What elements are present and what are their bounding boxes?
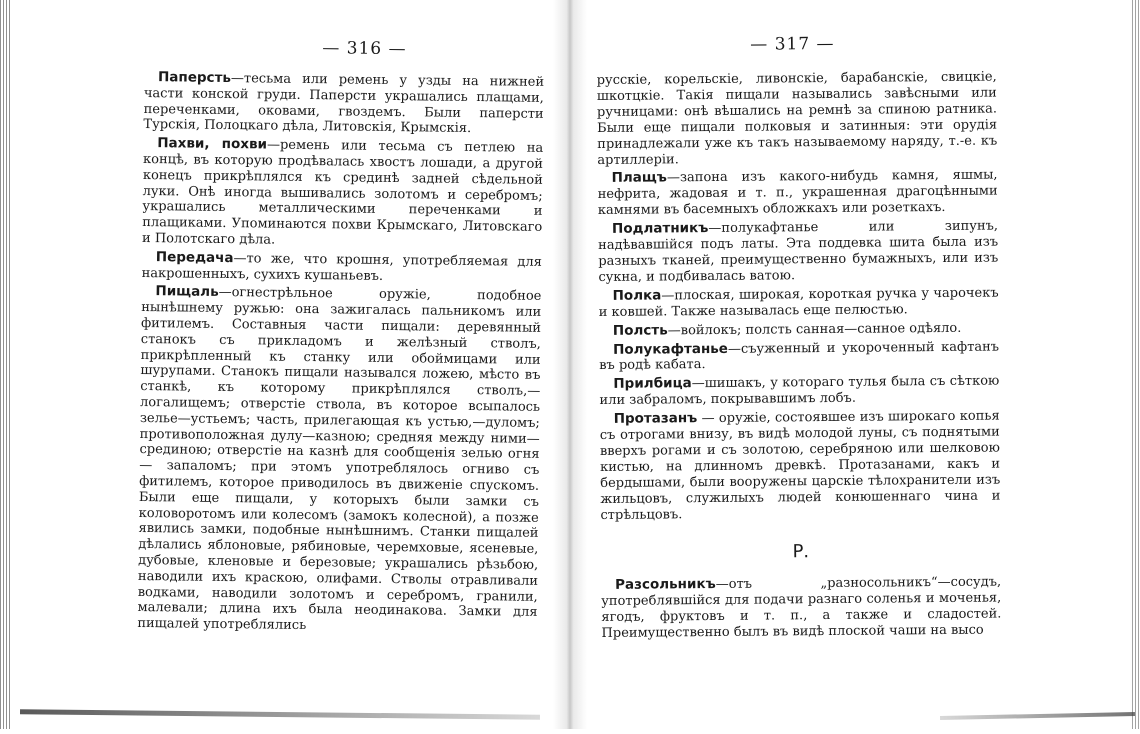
dictionary-entry	[601, 575, 1002, 642]
right-page-edges	[1130, 0, 1140, 729]
entry-definition: —полукафтанье или зипунъ, надѣвавшійся подъ латы. Эта поддевка шита была изъ разныхъ тканей, преимущественно бумажныхъ, или изъ сукна, и подбивалась ватою.	[598, 218, 999, 285]
entry-definition: —съуженный и укороченный кафтанъ въ родѣ кабата.	[599, 338, 1000, 374]
dictionary-entry	[597, 168, 997, 219]
entry-definition: —плоская, широкая, короткая ручка у чарочекъ и ковшей. Также называлась еще пелюстью.	[598, 285, 999, 320]
entry-term: Разсольникъ	[615, 576, 716, 594]
entry-definition: —войлокъ; полсть санная—санное одѣяло.	[667, 320, 962, 338]
page-text	[597, 70, 1002, 646]
dictionary-entry	[137, 284, 541, 636]
dictionary-entry	[599, 320, 999, 339]
dictionary-entry	[599, 374, 999, 409]
entry-term: Подлатникъ	[611, 220, 709, 238]
entry-term: Плащъ	[611, 169, 667, 187]
entry-definition: —тесьма или ремень у узды на нижней части конской груди. Паперсти украшались плащами, переченками, оковами, гвоздемъ. Были паперсти Турскія, Полоцкаго дѣла, Литовскія, Крымскія.	[143, 71, 545, 137]
dictionary-entry	[600, 409, 1001, 524]
dictionary-entry	[142, 250, 542, 286]
section-letter-heading: Р.	[792, 541, 810, 563]
page-number: — 316 —	[322, 38, 407, 60]
dictionary-entry	[598, 219, 999, 286]
dictionary-entry	[599, 339, 999, 374]
entry-term: Пищаль	[155, 283, 219, 301]
entry-term: Прилбица	[613, 375, 692, 393]
right-page	[596, 0, 1002, 729]
entry-definition: — оружіе, состоявшее изъ широкаго копья съ отрогами внизу, въ видѣ молодой луны, съ поднятыми вверхъ рогами и съ золотою, серебряною или шелковою кистью, на длинномъ древкѣ. Протазанами, какъ и бердышами, были вооружены царскіе тѣлохранители изъ жильцовъ, служилыхъ людей конюшеннаго чина и стрѣльцовъ.	[599, 408, 1001, 523]
left-page-edges	[0, 0, 12, 729]
continued-paragraph: русскіе, корельскіе, ливонскіе, барабанскіе, свицкіе, шкотцкіе. Такія пищали назывались завѣсными или ручницами: онѣ вѣшались на ремнѣ за спиною ратника. Были еще пищали полковыя и затинныя: эти орудія принадлежали уже къ такъ называемому наряду, т.-е. къ артиллеріи.	[596, 69, 998, 168]
entry-definition: —то же, что крошня, употребляемая для накрошенныхъ, сухихъ кушаньевъ.	[141, 250, 542, 284]
book-gutter	[553, 0, 587, 729]
entry-definition: —запона изъ какого-нибудь камня, яшмы, нефрита, жадовая и т. п., украшенная драгоцѣнными камнями въ басемныхъ обложкахъ или розеткахъ.	[597, 167, 998, 219]
entry-definition: —огнестрѣльное оружіе, подобное нынѣшнему ружью: она зажигалась пальникомъ или фитилемъ. Составныя части пищали: деревянный станокъ съ прикладомъ и желѣзный стволъ, прикрѣпленный къ станку или обоймицами или шурупами. Станокъ пищали назывался ложею, мѣсто въ станкѣ, къ которому прикрѣплялся стволъ,—логалищемъ; отверстіе ствола, въ которое всыпалось зелье—устьемъ; часть, прилегающая къ устью,—дуломъ; противоположная дулу—казною; средняя между ними—срединою; отверстіе на казнѣ для сообщенія зелью огня — запаломъ; при этомъ употреблялось огниво съ фитилемъ, которое приводилось въ движеніе спускомъ. Были еще пищали, у которыхъ были замки съ коловоротомъ или колесомъ (замокъ колесной), а позже явились замки, подобные нынѣшнимъ. Станки пищалей дѣлались яблоновые, рябиновые, черемховые, ясеневые, дубовые, кленовые и березовые; украшались рѣзьбою, наводили ихъ краскою, олифами. Стволы отравливали водками, наводили золотомъ и серебромъ, гранили, малевали; длина ихъ была неодинакова. Замки для пищалей употреблялись	[137, 285, 542, 634]
page-number: — 317 —	[750, 33, 835, 55]
left-page	[136, 0, 545, 734]
entry-term: Пахви, похви	[157, 135, 268, 153]
entry-definition: —отъ „разносольникъ“—сосудъ, употреблявшійся для подачи разнаго соленья и моченья, ягодъ, фруктовъ и т. п., а также и сладостей. Преимущественно былъ въ видѣ плоской чаши на высо	[601, 574, 1002, 642]
dictionary-entry	[143, 70, 544, 138]
entry-definition: —ремень или тесьма съ петлею на концѣ, въ которую продѣвалась хвостъ лошади, а другой конецъ прикрѣплялся къ срединѣ задней сѣдельной луки. Онѣ иногда вышивались золотомъ и серебромъ; украшались металлическими переченками и плащиками. Упоминаются похви Крымскаго, Литовскаго и Полотскаго дѣла.	[141, 137, 544, 248]
dictionary-entry	[599, 285, 999, 320]
dictionary-entry	[142, 136, 543, 251]
entry-term: Паперсть	[157, 69, 232, 87]
entry-term: Полка	[612, 287, 662, 304]
entry-term: Полсть	[612, 321, 668, 339]
entry-term: Полукафтанье	[612, 340, 729, 358]
entry-definition: —шишакъ, у котораго тулья была съ сѣткою или забраломъ, покрывавшимъ лобъ.	[599, 373, 1000, 409]
page-text	[137, 70, 544, 640]
entry-term: Передача	[155, 248, 234, 266]
entry-term: Протазанъ	[613, 410, 698, 427]
